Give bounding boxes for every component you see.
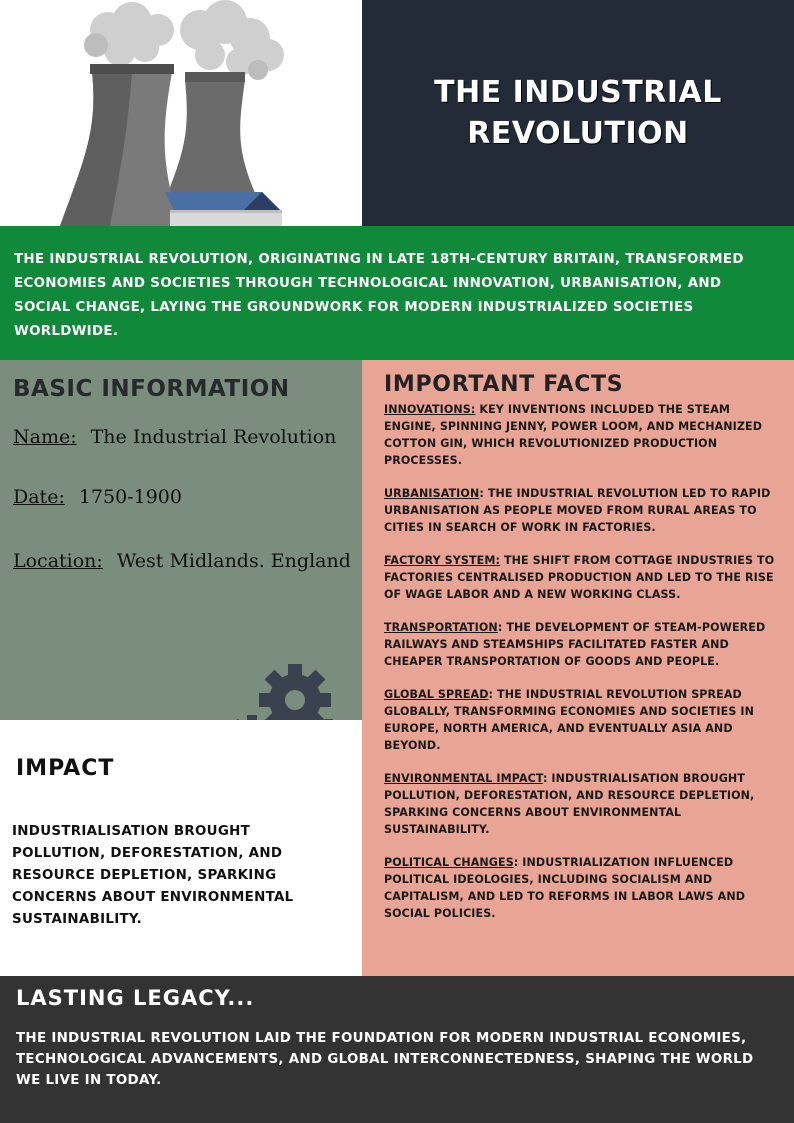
impact-text: INDUSTRIALISATION BROUGHT POLLUTION, DEFORESTATION, AND RESOURCE DEPLETION, SPARKING CONCERNS ABOUT ENVIRONMENTAL SUSTAINABILITY. [12, 824, 294, 927]
fact-label: FACTORY SYSTEM: [384, 554, 500, 567]
fact-text: : INDUSTRIALIZATION INFLUENCED POLITICAL IDEOLOGIES, INCLUDING SOCIALISM AND CAPITALISM, AND LED TO REFORMS IN LABOR LAWS AND SOCIAL POLICIES. [384, 856, 746, 920]
fact-item [384, 854, 780, 922]
name-field [13, 418, 362, 456]
location-value: West Midlands. England [116, 550, 351, 572]
lasting-legacy-section [0, 976, 794, 1123]
fact-label: URBANISATION [384, 487, 480, 500]
impact-section [0, 720, 362, 976]
intro-text: THE INDUSTRIAL REVOLUTION, ORIGINATING IN LATE 18TH-CENTURY BRITAIN, TRANSFORMED ECONOMIES AND SOCIETIES THROUGH TECHNOLOGICAL INNOVATION, URBANISATION, AND SOCIAL CHANGE, LAYING THE GROUNDWORK FOR MODERN INDUSTRIALIZED SOCIETIES WORLDWIDE. [14, 252, 744, 339]
location-label: Location: [13, 550, 103, 572]
fact-item [384, 552, 780, 603]
factory-building-icon [165, 192, 282, 226]
important-facts-section [362, 360, 794, 976]
fact-item [384, 485, 780, 536]
fact-text: THE SHIFT FROM COTTAGE INDUSTRIES TO FACTORIES CENTRALISED PRODUCTION AND LED TO THE RISE OF WAGE LABOR AND A NEW WORKING CLASS. [384, 554, 775, 601]
name-label: Name: [13, 426, 77, 448]
fact-text: KEY INVENTIONS INCLUDED THE STEAM ENGINE, SPINNING JENNY, POWER LOOM, AND MECHANIZED COTTON GIN, WHICH REVOLUTIONIZED PRODUCTION PROCESSES. [384, 403, 763, 467]
fact-label: ENVIRONMENTAL IMPACT [384, 772, 543, 785]
date-value: 1750-1900 [78, 486, 182, 508]
lasting-legacy-text: THE INDUSTRIAL REVOLUTION LAID THE FOUNDATION FOR MODERN INDUSTRIAL ECONOMIES, TECHNOLOGICAL ADVANCEMENTS, AND GLOBAL INTERCONNECTEDNESS, SHAPING THE WORLD WE LIVE IN TODAY. [16, 1031, 754, 1088]
fact-label: TRANSPORTATION [384, 621, 498, 634]
fact-text: : THE DEVELOPMENT OF STEAM-POWERED RAILWAYS AND STEAMSHIPS FACILITATED FASTER AND CHEAPER TRANSPORTATION OF GOODS AND PEOPLE. [384, 621, 766, 668]
fact-text: : INDUSTRIALISATION BROUGHT POLLUTION, DEFORESTATION, AND RESOURCE DEPLETION, SPARKING CONCERNS ABOUT ENVIRONMENTAL SUSTAINABILITY. [384, 772, 755, 836]
fact-item [384, 686, 780, 754]
lasting-legacy-heading: LASTING LEGACY... [16, 986, 255, 1010]
date-label: Date: [13, 486, 65, 508]
impact-heading: IMPACT [16, 756, 115, 781]
title-banner [362, 0, 794, 226]
location-field [13, 542, 362, 580]
fact-label: GLOBAL SPREAD [384, 688, 489, 701]
fact-item [384, 401, 780, 469]
basic-information-heading: BASIC INFORMATION [13, 376, 290, 402]
fact-text: : THE INDUSTRIAL REVOLUTION LED TO RAPID URBANISATION AS PEOPLE MOVED FROM RURAL AREAS TO CITIES IN SEARCH OF WORK IN FACTORIES. [384, 487, 771, 534]
important-facts-heading: IMPORTANT FACTS [384, 372, 624, 397]
fact-label: POLITICAL CHANGES [384, 856, 514, 869]
fact-text: : THE INDUSTRIAL REVOLUTION SPREAD GLOBALLY, TRANSFORMING ECONOMIES AND SOCIETIES IN EUROPE, NORTH AMERICA, AND EVENTUALLY ASIA AND BEYOND. [384, 688, 754, 752]
cooling-towers-icon [0, 0, 362, 226]
fact-label: INNOVATIONS: [384, 403, 476, 416]
fact-item [384, 770, 780, 838]
fact-item [384, 619, 780, 670]
header-illustration [0, 0, 362, 226]
name-value: The Industrial Revolution [90, 426, 337, 448]
date-field [13, 478, 362, 516]
intro-section [0, 226, 794, 360]
page-title: THE INDUSTRIAL REVOLUTION [434, 75, 722, 151]
